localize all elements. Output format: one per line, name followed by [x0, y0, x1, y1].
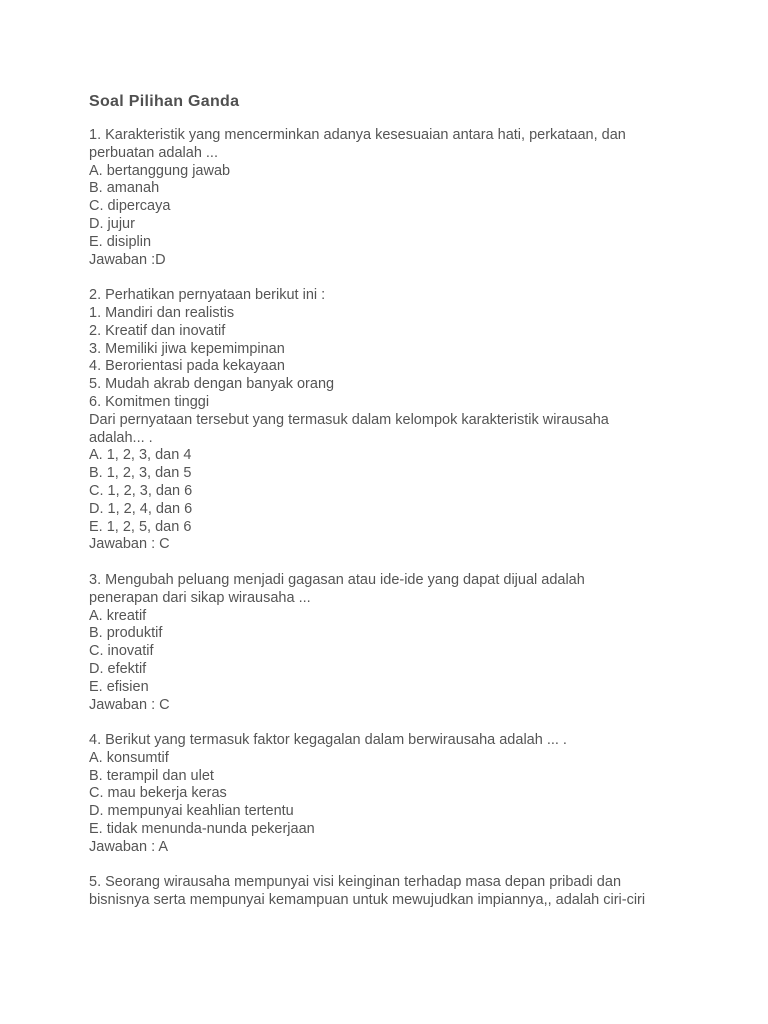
option-c: C. mau bekerja keras: [89, 785, 227, 802]
answer: Jawaban : C: [89, 536, 170, 553]
statement-item: 5. Mudah akrab dengan banyak orang: [89, 376, 335, 393]
answer: Jawaban :D: [89, 251, 166, 268]
question-5: [89, 874, 689, 910]
statement-item: 6. Komitmen tinggi: [89, 393, 210, 410]
question-2: [89, 287, 689, 554]
statement-item: 1. Mandiri dan realistis: [89, 304, 235, 321]
answer: Jawaban : C: [89, 696, 170, 713]
question-text: 4. Berikut yang termasuk faktor kegagalan dalam berwirausaha adalah ... .: [89, 732, 567, 749]
question-text: 2. Perhatikan pernyataan berikut ini :: [89, 287, 326, 304]
option-d: D. 1, 2, 4, dan 6: [89, 500, 193, 517]
question-text: bisnisnya serta mempunyai kemampuan untuk mewujudkan impiannya,, adalah ciri-ciri: [89, 892, 646, 909]
answer: Jawaban : A: [89, 838, 168, 855]
option-c: C. inovatif: [89, 643, 154, 660]
page-title: Soal Pilihan Ganda: [89, 93, 240, 110]
statement-item: 4. Berorientasi pada kekayaan: [89, 358, 285, 375]
option-b: B. amanah: [89, 180, 160, 197]
question-text: 5. Seorang wirausaha mempunyai visi keinginan terhadap masa depan pribadi dan: [89, 874, 622, 891]
option-b: B. 1, 2, 3, dan 5: [89, 465, 192, 482]
option-e: E. tidak menunda-nunda pekerjaan: [89, 821, 315, 838]
question-3: [89, 572, 689, 714]
option-c: C. 1, 2, 3, dan 6: [89, 482, 193, 499]
question-text: adalah... .: [89, 429, 153, 446]
question-text: 1. Karakteristik yang mencerminkan adanya kesesuaian antara hati, perkataan, dan: [89, 127, 626, 143]
option-d: D. mempunyai keahlian tertentu: [89, 803, 294, 820]
option-e: E. 1, 2, 5, dan 6: [89, 518, 192, 535]
option-a: A. kreatif: [89, 607, 147, 624]
option-a: A. 1, 2, 3, dan 4: [89, 447, 192, 464]
question-text: 3. Mengubah peluang menjadi gagasan atau ide-ide yang dapat dijual adalah: [89, 571, 585, 588]
option-e: E. disiplin: [89, 233, 152, 250]
option-b: B. terampil dan ulet: [89, 767, 214, 784]
question-1: [89, 127, 689, 269]
option-a: A. bertanggung jawab: [89, 162, 231, 179]
option-b: B. produktif: [89, 625, 163, 642]
question-4: [89, 732, 689, 857]
question-text: perbuatan adalah ...: [89, 144, 218, 161]
option-c: C. dipercaya: [89, 198, 171, 215]
statement-item: 2. Kreatif dan inovatif: [89, 322, 226, 339]
question-text: penerapan dari sikap wirausaha ...: [89, 589, 311, 606]
document-page: [89, 91, 689, 928]
statement-item: 3. Memiliki jiwa kepemimpinan: [89, 340, 285, 357]
question-text: Dari pernyataan tersebut yang termasuk dalam kelompok karakteristik wirausaha: [89, 411, 609, 428]
option-e: E. efisien: [89, 678, 149, 695]
option-a: A. konsumtif: [89, 749, 169, 766]
option-d: D. efektif: [89, 660, 147, 677]
option-d: D. jujur: [89, 215, 135, 232]
